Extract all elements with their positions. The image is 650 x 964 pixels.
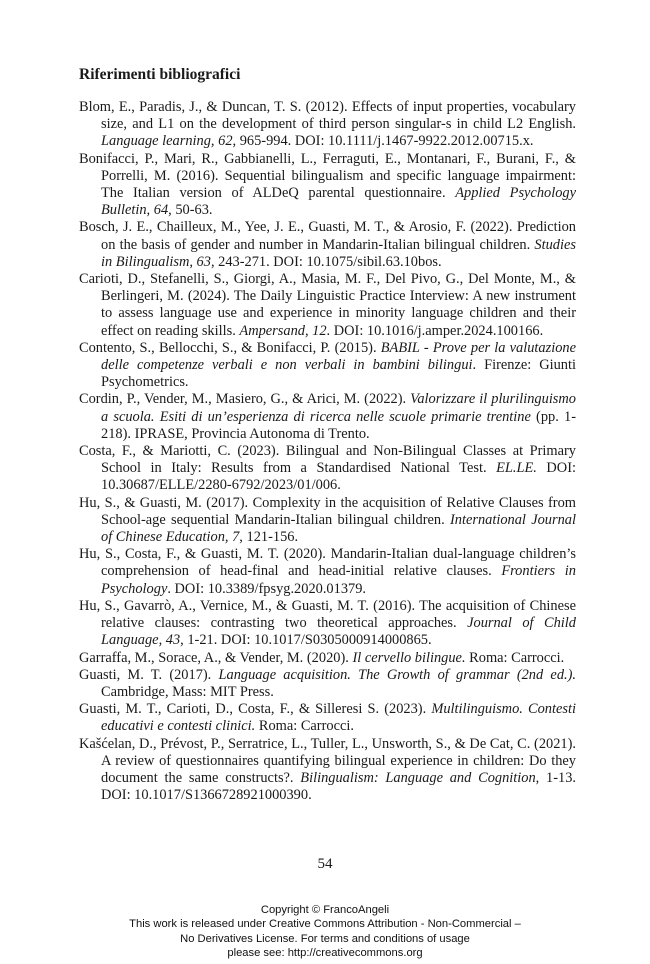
reference-segment: Garraffa, M., Sorace, A., & Vender, M. (2020). [79, 649, 353, 666]
reference-entry [79, 546, 576, 598]
reference-entry [79, 219, 576, 271]
page-number: 54 [317, 856, 333, 872]
copyright-footer [0, 903, 650, 961]
bibliography-section [79, 66, 576, 804]
reference-segment: Contento, S., Bellocchi, S., & Bonifacci, P. (2015). [79, 339, 381, 356]
reference-segment: Roma: Carrocci. [465, 649, 565, 666]
reference-italic-segment: Multilinguismo. Contesti educativi e contesti clinici. [101, 701, 576, 735]
reference-segment: (pp. 1-218). IPRASE, Provincia Autonoma di Trento. [101, 408, 576, 442]
footer-copyright-line: Copyright © FrancoAngeli [260, 904, 390, 916]
reference-entry [79, 443, 576, 495]
reference-italic-segment: Studies in Bilingualism, 63 [101, 236, 576, 270]
reference-segment: Bosch, J. E., Chailleux, M., Yee, J. E., Guasti, M. T., & Arosio, F. (2022). Prediction on the basis of gender and number in Mandarin-Italian bilingual children. [79, 219, 576, 253]
reference-segment: Blom, E., Paradis, J., & Duncan, T. S. (2012). Effects of input properties, vocabulary size, and L1 on the development of third person singular-s in child L2 English. [79, 99, 576, 133]
reference-segment: DOI: 10.30687/ELLE/2280-6792/2023/01/006. [101, 460, 576, 494]
reference-segment: , 1-13. DOI: 10.1017/S1366728921000390. [101, 769, 577, 804]
reference-italic-segment: Bilingualism: Language and Cognition [300, 769, 536, 786]
reference-segment: , 121-156. [239, 529, 299, 546]
reference-segment: . Firenze: Giunti Psychometrics. [101, 357, 576, 391]
reference-segment: Cambridge, Mass: MIT Press. [101, 683, 274, 700]
reference-italic-segment: EL.LE. [496, 460, 537, 477]
reference-entry [79, 736, 576, 805]
reference-entry [79, 495, 576, 547]
reference-segment: Hu, S., Costa, F., & Guasti, M. T. (2020). Mandarin-Italian dual-language children’s comprehension of head-final and head-initial relative clauses. [79, 546, 576, 580]
reference-italic-segment: Valorizzare il plurilinguismo a scuola. Esiti di un’esperienza di ricerca nelle scuole primarie trentine [101, 391, 576, 425]
reference-segment: , 243-271. DOI: 10.1075/sibil.63.10bos. [210, 253, 442, 270]
reference-segment: Roma: Carrocci. [255, 718, 354, 735]
reference-italic-segment: Language learning, 62 [101, 133, 233, 150]
reference-segment: Hu, S., & Guasti, M. (2017). Complexity in the acquisition of Relative Clauses from School-age sequential Mandarin-Italian bilingual children. [79, 494, 576, 528]
section-title: Riferimenti bibliografici [79, 66, 241, 83]
reference-segment: Carioti, D., Stefanelli, S., Giorgi, A., Masia, M. F., Del Pivo, G., Del Monte, M., & Berlingeri, M. (2024). The Daily Linguistic Practice Interview: A new instrument to assess language use and experience in minority language children and their effect on reading skills. [79, 271, 576, 339]
reference-entry [79, 598, 576, 650]
footer-terms-line: No Derivatives License. For terms and conditions of usage [180, 932, 470, 945]
reference-segment: Bonifacci, P., Mari, R., Gabbianelli, L., Ferraguti, E., Montanari, F., Burani, F., & Porrelli, M. (2016). Sequential bilingualism and specific language impairment: The Italian version of ALDeQ parental questionnaire. [79, 150, 576, 202]
reference-segment: Guasti, M. T. (2017). [79, 666, 219, 683]
footer-license-line: This work is released under Creative Commons Attribution - Non-Commercial – [129, 918, 521, 931]
reference-segment: , 50-63. [168, 202, 213, 219]
reference-list [79, 99, 576, 804]
reference-italic-segment: Language acquisition. The Growth of grammar (2nd ed.). [218, 666, 576, 683]
reference-entry [79, 151, 576, 220]
reference-entry [79, 650, 576, 667]
reference-italic-segment: Applied Psychology Bulletin, 64 [101, 185, 576, 219]
reference-italic-segment: Journal of Child Language, 43 [101, 615, 576, 649]
reference-segment: Kašćelan, D., Prévost, P., Serratrice, L., Tuller, L., Unsworth, S., & De Cat, C. (2021). A review of questionnaires quantifying bilingual experience in children: Do they document the same constructs?. [79, 735, 576, 786]
reference-italic-segment: Ampersand, 12 [239, 322, 327, 339]
reference-italic-segment: BABIL - Prove per la valutazione delle competenze verbali e non verbali in bambini bilingui [101, 339, 576, 374]
reference-entry [79, 271, 576, 340]
reference-segment: Hu, S., Gavarrò, A., Vernice, M., & Guasti, M. T. (2016). The acquisition of Chinese relative clauses: contrasting two theoretical approaches. [79, 597, 576, 632]
reference-entry [79, 340, 576, 392]
reference-segment: , 1-21. DOI: 10.1017/S0305000914000865. [180, 632, 432, 649]
footer-link-line: please see: http://creativecommons.org [227, 947, 423, 960]
reference-italic-segment: International Journal of Chinese Education, 7 [101, 511, 576, 546]
reference-entry [79, 99, 576, 151]
reference-segment: Guasti, M. T., Carioti, D., Costa, F., & Silleresi S. (2023). [79, 701, 432, 718]
reference-segment: . DOI: 10.1016/j.amper.2024.100166. [326, 322, 544, 339]
reference-entry [79, 701, 576, 735]
reference-entry [79, 391, 576, 443]
reference-segment: Costa, F., & Mariotti, C. (2023). Bilingual and Non-Bilingual Classes at Primary School in Italy: Results from a Standardised National Test. [79, 443, 576, 477]
reference-entry [79, 667, 576, 701]
reference-segment: . DOI: 10.3389/fpsyg.2020.01379. [167, 580, 367, 597]
reference-segment: , 965-994. DOI: 10.1111/j.1467-9922.2012.00715.x. [232, 133, 534, 150]
reference-italic-segment: Frontiers in Psychology [101, 563, 576, 597]
reference-segment: Cordin, P., Vender, M., Masiero, G., & Arici, M. (2022). [79, 391, 411, 408]
reference-italic-segment: Il cervello bilingue. [352, 649, 466, 666]
